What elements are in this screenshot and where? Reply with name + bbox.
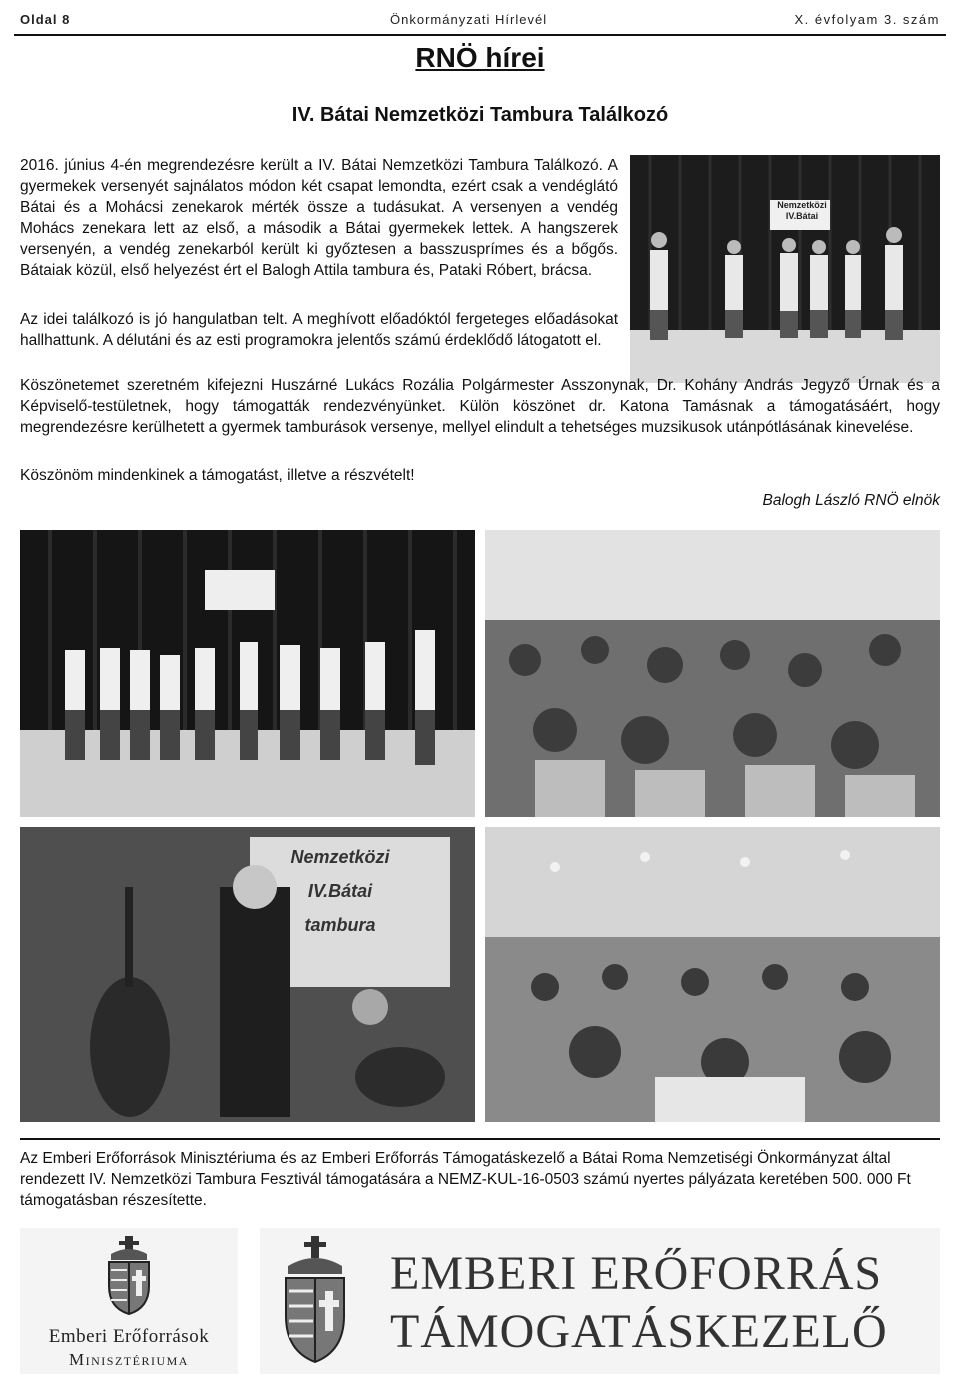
photo-stage-banner-text: Nemzetközi IV.Bátai tambura: [290, 847, 390, 935]
agency-logo: [260, 1228, 940, 1374]
agency-name-line2: TÁMOGATÁSKEZELŐ: [390, 1305, 888, 1358]
article-paragraph-1: 2016. június 4-én megrendezésre került a IV. Bátai Nemzetközi Tambura Találkozó. A gyermekek versenyét sajnálatos módon két csapat lemondta, ezért csak a vendéglátó Bátai és a Mohácsi zenekarok mérték össze a tudásukat. A versenyen a vendég Mohács zenekara lett az első, a második a Bátai gyermekek lettek. A hangszerek versenyén, a vendég zenekarból került ki győztesen a basszusprímes és a bőgős. Bátaiak közül, első helyezést ért el Balogh Attila tambura és, Pataki Róbert, brácsa.: [20, 157, 618, 279]
ministry-name-line2: Minisztériuma: [69, 1350, 189, 1369]
photo-banner-text: Nemzetközi IV.Bátai: [777, 200, 827, 221]
coat-of-arms-icon: [105, 1236, 153, 1316]
publication-name: Önkormányzati Hírlevél: [390, 12, 548, 27]
photo-youth-band: [20, 530, 475, 817]
photo-evening-dinner: [485, 827, 940, 1122]
header-rule: [14, 34, 946, 36]
article-paragraph-4: Köszönöm mindenkinek a támogatást, illetve a részvételt!: [20, 467, 415, 484]
agency-name-line1: EMBERI ERŐFORRÁS: [390, 1247, 883, 1300]
ministry-name-line1: Emberi Erőforrások: [48, 1326, 210, 1347]
article-paragraph-3: Köszönetemet szeretném kifejezni Huszárné Lukács Rozália Polgármester Asszonynak, Dr. Kohány András Jegyző Úrnak és a Képviselő-testületnek, hogy támogatták rendezvényünket. Külön köszönet dr. Katona Tamásnak a támogatásáért, hogy megrendezésre kerülhetett a gyermek tamburások versenye, mellyel elindult a tehetséges muzsikusok utánpótlásának kinevelése.: [20, 377, 940, 436]
photo-band-on-stage: [630, 155, 940, 383]
article-title: IV. Bátai Nemzetközi Tambura Találkozó: [291, 104, 669, 126]
article-paragraph-2: Az idei találkozó is jó hangulatban telt. A meghívott előadóktól fergeteges előadásokat hallhattunk. A délutáni és az esti programokra jelentős számú érdeklődő látogatott el.: [20, 311, 618, 349]
funding-note: Az Emberi Erőforrások Minisztériuma és az Emberi Erőforrás Támogatáskezelő a Bátai Roma Nemzetiségi Önkormányzat által rendezett IV. Nemzetközi Tambura Fesztivál támogatására a NEMZ-KUL-16-0503 számú nyertes pályázata keretében 500. 000 Ft támogatásban részesítette.: [20, 1138, 940, 1211]
agency-coat-of-arms-icon: [280, 1236, 350, 1366]
section-title-text: RNÖ hírei: [415, 42, 545, 73]
signature: Balogh László RNÖ elnök: [762, 492, 940, 509]
photo-audience-hall: [485, 530, 940, 817]
issue-label: X. évfolyam 3. szám: [794, 12, 940, 27]
page-number: Oldal 8: [20, 12, 71, 27]
section-title: [0, 42, 960, 74]
ministry-logo: [20, 1228, 238, 1374]
